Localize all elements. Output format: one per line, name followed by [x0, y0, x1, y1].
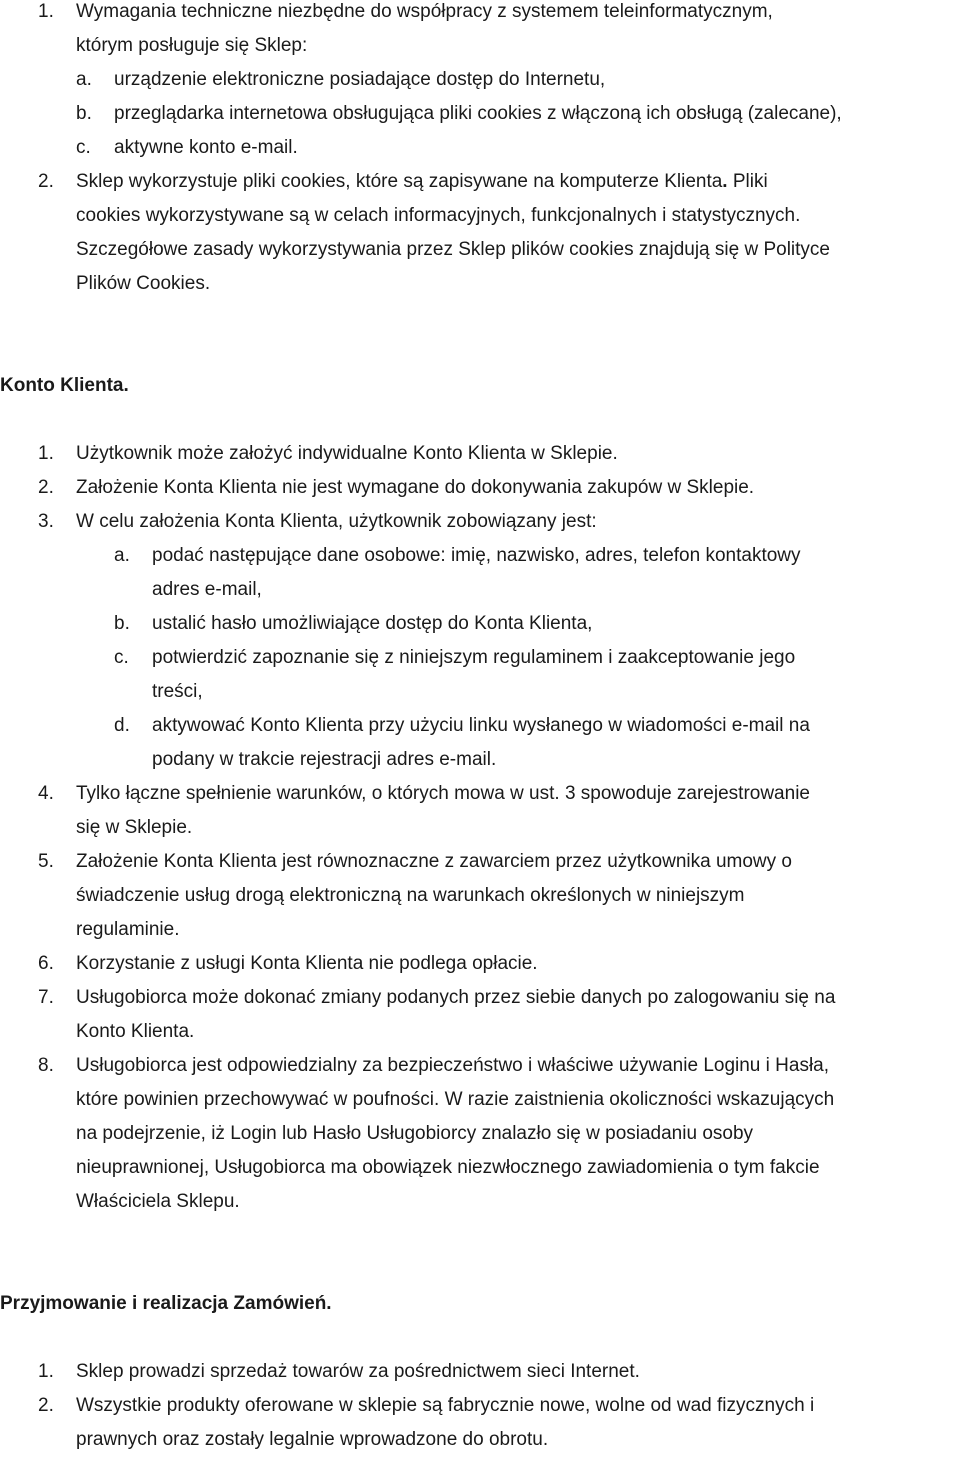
paragraph-line: Wszystkie produkty oferowane w sklepie są fabrycznie nowe, wolne od wad fizycznych i — [76, 1395, 815, 1416]
list-item-text: podać następujące dane osobowe: imię, nazwisko, adres, telefon kontaktowy — [152, 545, 801, 566]
paragraph-line: Plików Cookies. — [76, 273, 211, 294]
paragraph-line: Założenie Konta Klienta jest równoznaczne z zawarciem przez użytkownika umowy o — [76, 851, 792, 872]
paragraph-line: Wymagania techniczne niezbędne do współpracy z systemem teleinformatycznym, — [76, 1, 773, 22]
list-letter: b. — [114, 613, 130, 634]
list-item-text: potwierdzić zapoznanie się z niniejszym regulaminem i zaakceptowanie jego — [152, 647, 796, 668]
list-number: 3. — [38, 511, 54, 532]
list-letter: c. — [76, 137, 91, 158]
paragraph-text: Pliki — [732, 171, 768, 192]
paragraph-text: Sklep wykorzystuje pliki cookies, które są zapisywane na komputerze Klienta — [76, 171, 723, 192]
paragraph-line: regulaminie. — [76, 919, 180, 940]
list-number: 2. — [38, 1395, 54, 1416]
paragraph-line: świadczenie usług drogą elektroniczną na warunkach określonych w niniejszym — [76, 885, 745, 906]
list-number: 7. — [38, 987, 54, 1008]
list-item-text: przeglądarka internetowa obsługująca pliki cookies z włączoną ich obsługą (zalecane), — [114, 103, 842, 124]
paragraph-line: Szczegółowe zasady wykorzystywania przez Sklep plików cookies znajdują się w Polityce — [76, 239, 830, 260]
list-number: 2. — [38, 171, 54, 192]
paragraph-line: którym posługuje się Sklep: — [76, 35, 308, 56]
list-letter: c. — [114, 647, 129, 668]
paragraph-line: Sklep prowadzi sprzedaż towarów za pośrednictwem sieci Internet. — [76, 1361, 640, 1382]
section-heading: Konto Klienta. — [0, 375, 129, 396]
list-item-text: W celu założenia Konta Klienta, użytkownik zobowiązany jest: — [76, 511, 597, 532]
paragraph-line: Usługobiorca może dokonać zmiany podanych przez siebie danych po zalogowaniu się na — [76, 987, 836, 1008]
paragraph-line: Korzystanie z usługi Konta Klienta nie podlega opłacie. — [76, 953, 538, 974]
paragraph-line: nieuprawnionej, Usługobiorca ma obowiązek niezwłocznego zawiadomienia o tym fakcie — [76, 1157, 820, 1178]
list-number: 5. — [38, 851, 54, 872]
list-item-text: aktywne konto e-mail. — [114, 137, 298, 158]
paragraph-line: które powinien przechowywać w poufności. W razie zaistnienia okoliczności wskazujących — [76, 1089, 835, 1110]
paragraph-line — [76, 165, 954, 199]
paragraph-line: Usługobiorca jest odpowiedzialny za bezpieczeństwo i właściwe używanie Loginu i Hasła, — [76, 1055, 830, 1076]
paragraph-line: Tylko łączne spełnienie warunków, o których mowa w ust. 3 spowoduje zarejestrowanie — [76, 783, 810, 804]
paragraph-period: . — [722, 171, 728, 192]
list-number: 2. — [38, 477, 54, 498]
list-item-text: adres e-mail, — [152, 579, 262, 600]
list-number: 1. — [38, 1361, 54, 1382]
paragraph-line: Właściciela Sklepu. — [76, 1191, 240, 1212]
list-item-text: urządzenie elektroniczne posiadające dostęp do Internetu, — [114, 69, 606, 90]
list-letter: d. — [114, 715, 130, 736]
list-item-text: podany w trakcie rejestracji adres e-mail. — [152, 749, 497, 770]
list-letter: a. — [114, 545, 130, 566]
list-item-text: treści, — [152, 681, 203, 702]
list-item-text: Użytkownik może założyć indywidualne Konto Klienta w Sklepie. — [76, 443, 618, 464]
list-letter: b. — [76, 103, 92, 124]
paragraph-line: cookies wykorzystywane są w celach informacyjnych, funkcjonalnych i statystycznych. — [76, 205, 801, 226]
list-number: 1. — [38, 443, 54, 464]
section-heading: Przyjmowanie i realizacja Zamówień. — [0, 1293, 332, 1314]
list-number: 1. — [38, 1, 54, 22]
list-letter: a. — [76, 69, 92, 90]
list-number: 6. — [38, 953, 54, 974]
paragraph-line: na podejrzenie, iż Login lub Hasło Usługobiorcy znalazło się w posiadaniu osoby — [76, 1123, 754, 1144]
list-number: 4. — [38, 783, 54, 804]
paragraph-line: się w Sklepie. — [76, 817, 193, 838]
list-number: 8. — [38, 1055, 54, 1076]
paragraph-line: prawnych oraz zostały legalnie wprowadzone do obrotu. — [76, 1429, 549, 1450]
list-item-text: aktywować Konto Klienta przy użyciu linku wysłanego w wiadomości e-mail na — [152, 715, 810, 736]
list-item-text: Założenie Konta Klienta nie jest wymagane do dokonywania zakupów w Sklepie. — [76, 477, 755, 498]
list-item-text: ustalić hasło umożliwiające dostęp do Konta Klienta, — [152, 613, 593, 634]
paragraph-line: Konto Klienta. — [76, 1021, 195, 1042]
